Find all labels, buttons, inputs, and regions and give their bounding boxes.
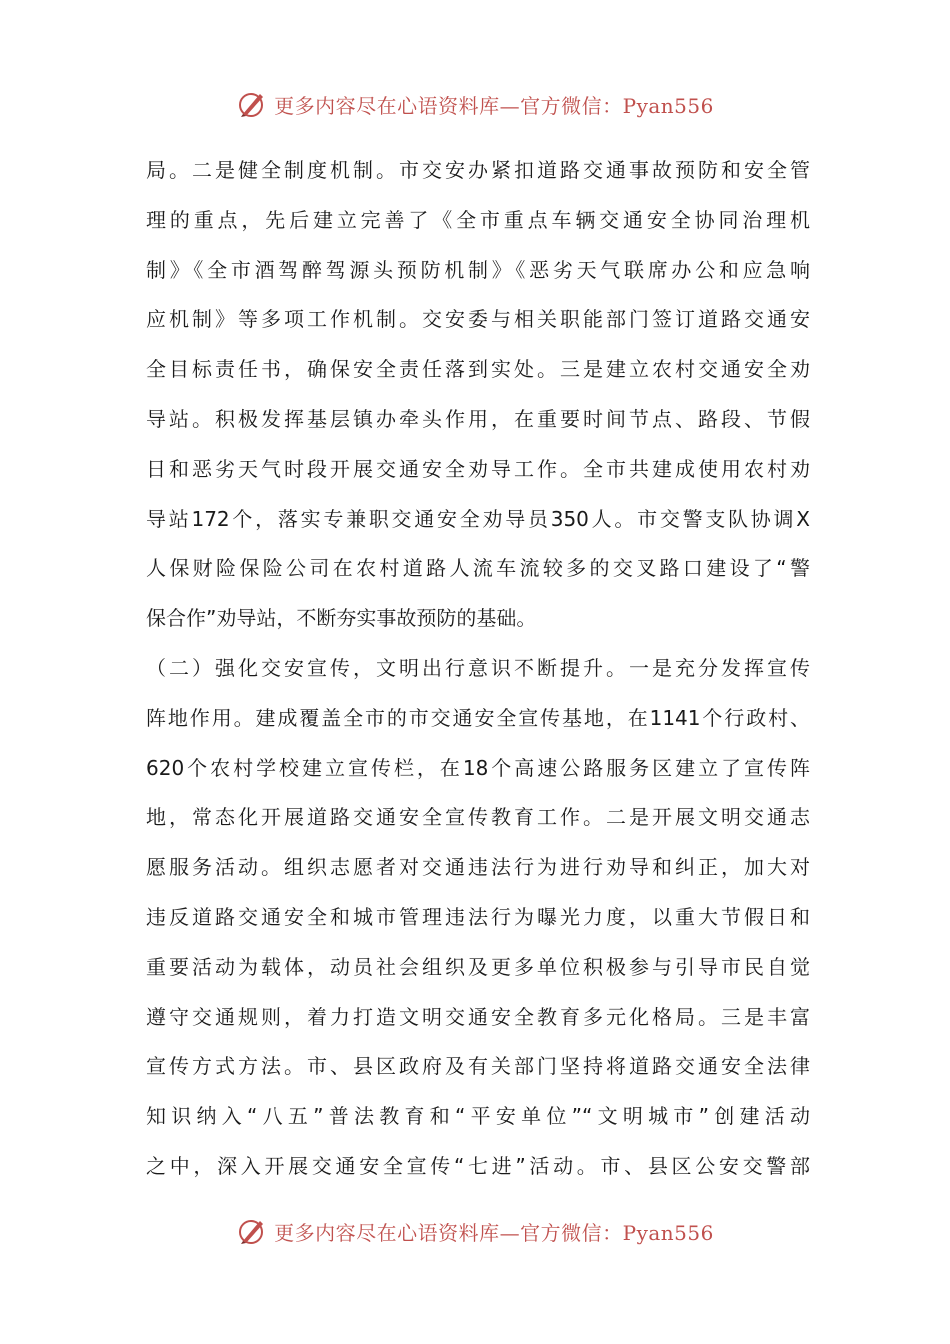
text-line: 应机制》等多项工作机制。交安委与相关职能部门签订道路交通安 [146,307,810,332]
text-line: 局。二是健全制度机制。市交安办紧扣道路交通事故预防和安全管 [146,158,810,182]
pen-logo-icon [236,1215,268,1247]
text-line: 违反道路交通安全和城市管理违法行为曝光力度，以重大节假日和 [146,904,810,929]
text-line: 愿服务活动。组织志愿者对交通违法行为进行劝导和纠正，加大对 [146,855,810,880]
text-line: 阵地作用。建成覆盖全市的市交通安全宣传基地，在1141个行政村、 [146,705,810,730]
text-line: 保合作”劝导站，不断夯实事故预防的基础。 [146,606,537,631]
text-line: 理的重点，先后建立完善了《全市重点车辆交通安全协同治理机 [146,207,810,232]
watermark-text: 更多内容尽在心语资料库—官方微信：Pyan556 [274,1220,714,1245]
watermark-text: 更多内容尽在心语资料库—官方微信：Pyan556 [274,93,714,118]
text-line: 遵守交通规则，着力打造文明交通安全教育多元化格局。三是丰富 [146,1004,810,1029]
text-line: 重要活动为载体，动员社会组织及更多单位积极参与引导市民自觉 [146,954,810,979]
text-line: 人保财险保险公司在农村道路人流车流较多的交叉路口建设了“警 [146,556,810,581]
text-line: 地，常态化开展道路交通安全宣传教育工作。二是开展文明交通志 [146,805,810,830]
text-line: 之中，深入开展交通安全宣传“七进”活动。市、县区公安交警部 [146,1153,810,1178]
document-body [146,146,810,1192]
text-line: 日和恶劣天气时段开展交通安全劝导工作。全市共建成使用农村劝 [146,456,810,481]
text-line: 导站。积极发挥基层镇办牵头作用，在重要时间节点、路段、节假 [146,406,810,431]
text-line: 知识纳入“八五”普法教育和“平安单位”“文明城市”创建活动 [146,1104,810,1129]
text-line: 导站172个，落实专兼职交通安全劝导员350人。市交警支队协调X [146,506,810,531]
text-line: 制》《全市酒驾醉驾源头预防机制》《恶劣天气联席办公和应急响 [146,257,810,282]
paragraph [146,644,810,1192]
text-line: 620个农村学校建立宣传栏，在18个高速公路服务区建立了宣传阵 [146,755,810,780]
pen-logo-icon [236,88,268,120]
text-line: 全目标责任书，确保安全责任落到实处。三是建立农村交通安全劝 [146,357,810,382]
paragraph [146,146,810,644]
text-line: 宣传方式方法。市、县区政府及有关部门坚持将道路交通安全法律 [146,1054,810,1079]
watermark-banner-bottom [0,1211,950,1251]
watermark-banner-top [0,84,950,124]
section-heading-line: （二）强化交安宣传，文明出行意识不断提升。一是充分发挥宣传 [146,655,810,680]
